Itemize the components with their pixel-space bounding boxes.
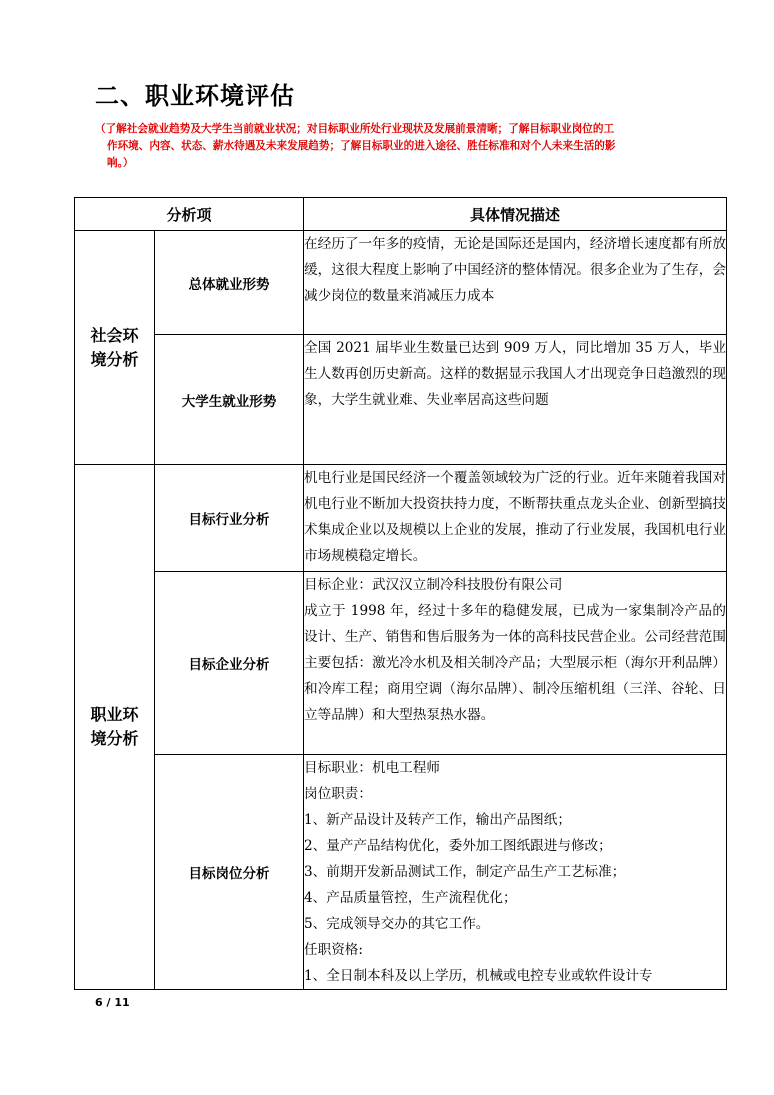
desc-graduate-employment: 全国 2021 届毕业生数量已达到 909 万人，同比增加 35 万人，毕业生人数再创历史新高。这样的数据显示我国人才出现竞争日趋激烈的现象，大学生就业难、失业率居高这些问题 [304, 335, 727, 465]
desc-line: 2、量产产品结构优化，委外加工图纸跟进与修改； [304, 838, 612, 854]
desc-line: 目标企业：武汉汉立制冷科技股份有限公司 [304, 577, 563, 593]
desc-line: 1、全日制本科及以上学历，机械或电控专业或软件设计专 [304, 968, 653, 984]
sub-item-graduate-employment: 大学生就业形势 [155, 335, 304, 465]
table-row [75, 335, 727, 465]
table-row [75, 755, 727, 990]
header-analysis-item: 分析项 [75, 198, 304, 231]
table-header-row [75, 198, 727, 231]
section-heading: 二、职业环境评估 [95, 82, 295, 110]
desc-line: 成立于 1998 年，经过十多年的稳健发展，已成为一家集制冷产品的设计、生产、销售和售后服务为一体的高科技民营企业。公司经营范围主要包括：激光冷水机及相关制冷产品；大型展示柜（海尔开利品牌）和冷库工程；商用空调（海尔品牌）、制冷压缩机组（三洋、谷轮、日立等品牌）和大型热泵热水器。 [304, 603, 727, 723]
category-career-environment: 职业环境分析 [75, 465, 155, 990]
table-row [75, 572, 727, 755]
desc-line: 4、产品质量管控，生产流程优化； [304, 890, 517, 906]
sub-item-target-position: 目标岗位分析 [155, 755, 304, 990]
category-social-environment: 社会环境分析 [75, 231, 155, 465]
desc-target-industry: 机电行业是国民经济一个覆盖领域较为广泛的行业。近年来随着我国对机电行业不断加大投资扶持力度，不断帮扶重点龙头企业、创新型搞技术集成企业以及规模以上企业的发展，推动了行业发展，我国机电行业市场规模稳定增长。 [304, 465, 727, 572]
sub-item-target-company: 目标企业分析 [155, 572, 304, 755]
header-description: 具体情况描述 [304, 198, 727, 231]
desc-line: 岗位职责： [304, 786, 372, 802]
sub-item-target-industry: 目标行业分析 [155, 465, 304, 572]
page-number: 6 / 11 [95, 996, 130, 1009]
desc-line: 5、完成领导交办的其它工作。 [304, 916, 490, 932]
instruction-note-line-3: 响。） [107, 157, 134, 169]
instruction-note-line-1: （了解社会就业趋势及大学生当前就业状况；对目标职业所处行业现状及发展前景清晰；了解目标职业岗位的工 [95, 123, 615, 135]
instruction-note [95, 121, 695, 172]
desc-target-position [304, 755, 727, 990]
desc-line: 3、前期开发新品测试工作，制定产品生产工艺标准； [304, 864, 626, 880]
desc-overall-employment: 在经历了一年多的疫情，无论是国际还是国内，经济增长速度都有所放缓，这很大程度上影响了中国经济的整体情况。很多企业为了生存，会减少岗位的数量来消减压力成本 [304, 231, 727, 335]
desc-line: 1、新产品设计及转产工作，输出产品图纸； [304, 812, 571, 828]
desc-line: 目标职业：机电工程师 [304, 760, 440, 776]
table-row [75, 465, 727, 572]
instruction-note-line-2: 作环境、内容、状态、薪水待遇及未来发展趋势；了解目标职业的进入途径、胜任标准和对个人未来生活的影 [107, 140, 616, 152]
desc-line: 任职资格: [304, 942, 363, 958]
table-row [75, 231, 727, 335]
desc-target-company [304, 572, 727, 755]
sub-item-overall-employment: 总体就业形势 [155, 231, 304, 335]
analysis-table [74, 197, 727, 990]
